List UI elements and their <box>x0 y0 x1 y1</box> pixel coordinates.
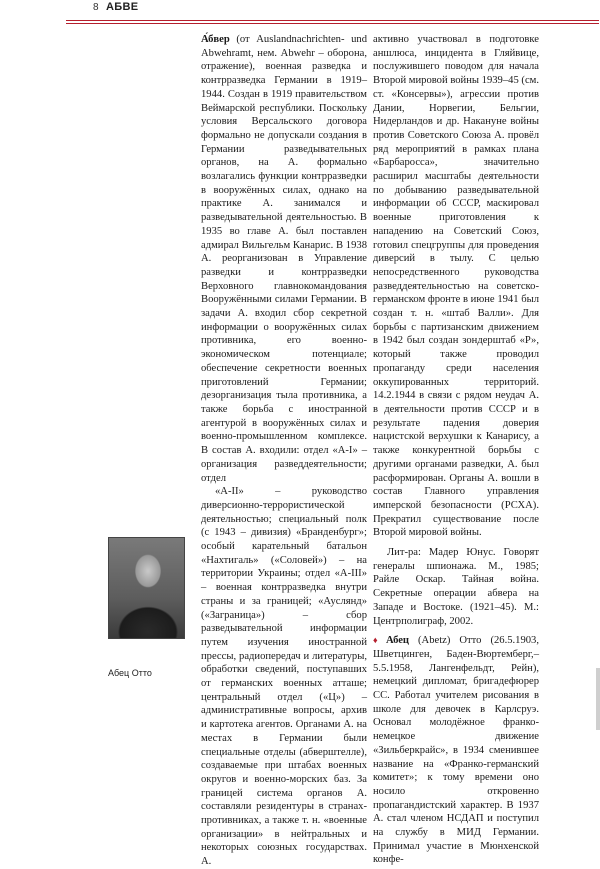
paragraph <box>373 634 539 867</box>
entry-text: (Abetz) Отто (26.5.1903, Шветцинген, Баден-Вюртемберг,–5.5.1958, Лангенфельдт, Рейн), немецкий дипломат, бригадефюрер СС. Работал учителем рисования в школе для девочек в Карлсруэ. Основал молодёжное франко-немецкое движение «Зильберкрайс», в 1934 сменившее название на «Франко-германский комитет»; к тому времени оно носило откровенно пропагандистский характер. В 1937 А. стал членом НСДАП и поступил на службу в МИД Германии. Принимал участие в Мюнхенской конфе- <box>373 635 539 866</box>
text-column-middle <box>201 33 367 869</box>
header-rule <box>66 20 599 24</box>
entry-text: активно участвовал в подготовке аншлюса, инцидента в Гляйвице, послужившего поводом для начала Второй мировой войны 1939–45 (см. ст. «Консервы»), агрессии против Дании, Норвегии, Бельгии, Нидерландов и др. Накануне войны против Советского Союза А. провёл ряд мероприятий в рамках плана «Барбаросса», значительно расширил масштабы деятельности по добыванию разведывательной информации об СССР, маскировал военные приготовления к нападению на Советский Союз, готовил спецгруппы для проведения диверсий в тылу. С целью непосредственного руководства разведдеятельностью на советско-германском фронте в июне 1941 был создан т. н. «штаб Валли». Для борьбы с партизанским движением в 1942 был создан зондерштаб «Р», который также проводил пропаганду среди населения оккупированных территорий. 14.2.1944 в связи с рядом неудач А. в деятельности против СССР и в результате падения доверия нацистской верхушки к Канарису, а также конкурентной борьбы с другими органами разведки, А. был расформирован. Органы А. вошли в состав Главного управления имперской безопасности (РСХА). Прекратил существование после Второй мировой войны. <box>373 34 539 539</box>
text-column-right <box>373 33 539 867</box>
entry-text: (от Auslandnachrichten- und Abwehramt, нем. Abwehr – оборона, отражение), военная разведка и контрразведка Германии в 1919–1944. Создан в 1919 правительством Веймарской республики. Поскольку условия Версальского договора формально не допускали создания в Германии разведывательных органов, на А. формально возлагались функции контрразведки в вооружённых силах, однако на практике А. занимался и разведывательной деятельностью. В 1935 во главе А. был поставлен адмирал Вильгельм Канарис. В 1938 А. реорганизован в Управление разведки и контрразведки Верховного главнокомандования Вооружёнными силами Германии. В задачи А. входил сбор секретной информации о вооружённых силах противника, его военно-экономическом потенциале; обеспечение секретности военных приготовлений Германии; дезорганизация тыла противника, а также борьба с иностранной агентурой в вооружённых силах и военно-промышленном комплексе. В состав А. входили: отдел «А-I» – организация разведдеятельности; отдел <box>201 34 367 484</box>
page-edge-tab <box>596 668 600 730</box>
photo-caption: Абец Отто <box>108 668 152 678</box>
paragraph <box>373 33 539 540</box>
entry-text: Лит-ра: Мадер Юнус. Говорят генералы шпионажа. М., 1985; Райле Оскар. Тайная война. Секретные операции абвера на Западе и Востоке. (1921–45). М.: Центрполиграф, 2002. <box>373 547 539 627</box>
entry-head: Абец <box>385 635 410 647</box>
running-head: АБВЕ <box>106 1 139 13</box>
literature-paragraph <box>373 546 539 628</box>
portrait-photo <box>108 537 185 639</box>
paragraph <box>201 485 367 869</box>
page-number: 8 <box>93 2 99 13</box>
entry-text: «А-II» – руководство диверсионно-террористической деятельностью; специальный полк (с 1943 – дивизия) «Бранденбург»; особый карательный батальон «Нахтигаль» («Соловей») – на территории Украины; отдел «А-III» – военная контрразведка внутри страны и за границей; «Ауслянд» («Заграница») – сбор разведывательной информации путем изучения иностранной прессы, радиопередач и литературы, обработки сведений, поступавших от германских военных атташе; центральный отдел («Ц») – административные вопросы, архив и картотека агентов. Органами А. на местах в Германии были специальные отделы (абверштелле), создаваемые при штабах военных округов и военно-морских баз. За границей система органов А. составляли резидентуры в странах-противниках, а также т. н. «военные организации» в нейтральных и некоторых союзных государствах. А. <box>201 486 367 868</box>
entry-head: А́бвер <box>201 34 230 45</box>
diamond-marker-icon: ♦ <box>373 635 384 646</box>
paragraph <box>201 33 367 485</box>
